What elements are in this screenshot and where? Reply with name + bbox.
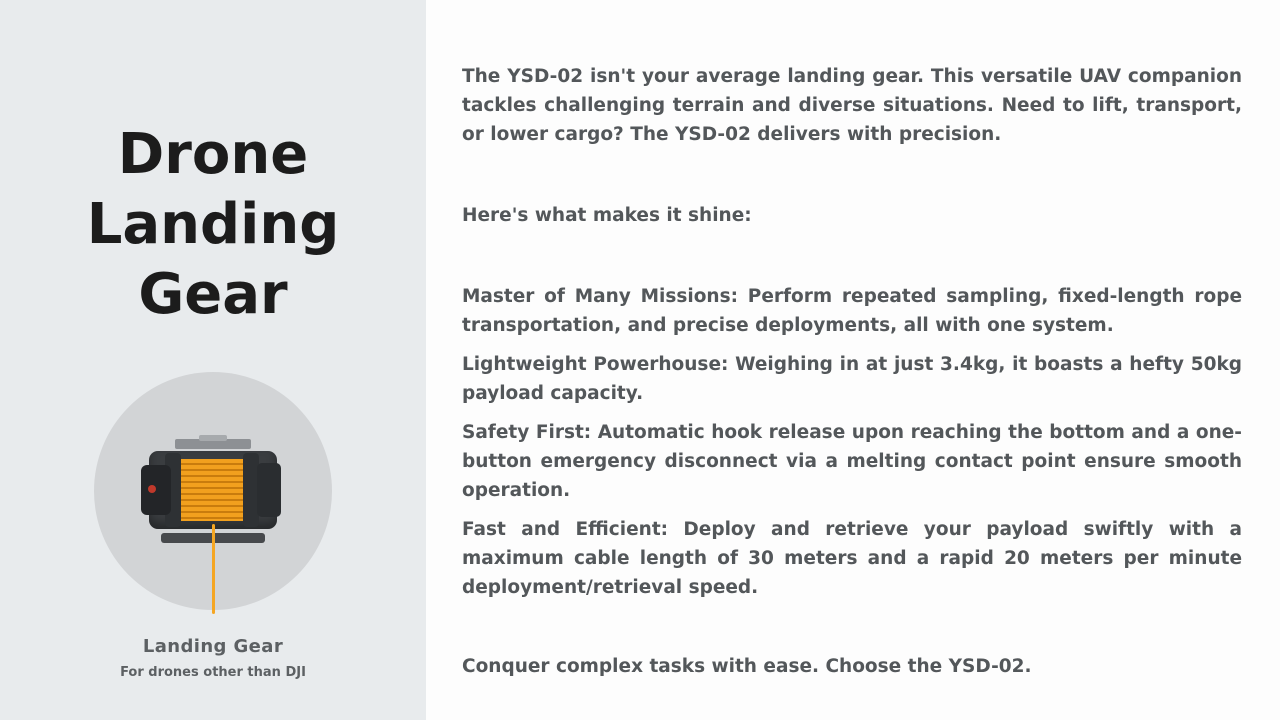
winch-cable-line bbox=[212, 524, 215, 614]
intro-paragraph: The YSD-02 isn't your average landing gear. This versatile UAV companion tackles challenging terrain and diverse situations. Need to lift, transport, or lower cargo? The YSD-02 delivers with precision. bbox=[462, 66, 1242, 145]
feature-item: Safety First: Automatic hook release upon reaching the bottom and a one-button emergency disconnect via a melting contact point ensure smooth operation. bbox=[462, 422, 1242, 501]
description-content bbox=[462, 62, 1242, 681]
winch-mount-bar bbox=[175, 439, 251, 449]
product-caption: Landing Gear bbox=[142, 636, 284, 657]
product-description-panel bbox=[426, 0, 1280, 720]
lead-in-text: Here's what makes it shine: bbox=[462, 205, 752, 226]
product-visual-panel bbox=[0, 0, 426, 720]
winch-gearbox bbox=[257, 463, 281, 517]
closing-paragraph: Conquer complex tasks with ease. Choose the YSD-02. bbox=[462, 656, 1032, 677]
product-image bbox=[94, 372, 332, 610]
feature-item: Fast and Efficient: Deploy and retrieve your payload swiftly with a maximum cable length of 30 meters and a rapid 20 meters per minute deployment/retrieval speed. bbox=[462, 519, 1242, 598]
page-title: Drone Landing Gear bbox=[86, 122, 340, 327]
feature-item: Lightweight Powerhouse: Weighing in at just 3.4kg, it boasts a hefty 50kg payload capacity. bbox=[462, 354, 1242, 404]
winch-cable-drum bbox=[175, 459, 249, 521]
winch-motor bbox=[141, 465, 171, 515]
feature-item: Master of Many Missions: Perform repeated sampling, fixed-length rope transportation, and precise deployments, all with one system. bbox=[462, 286, 1242, 336]
product-subcaption: For drones other than DJI bbox=[120, 665, 306, 680]
